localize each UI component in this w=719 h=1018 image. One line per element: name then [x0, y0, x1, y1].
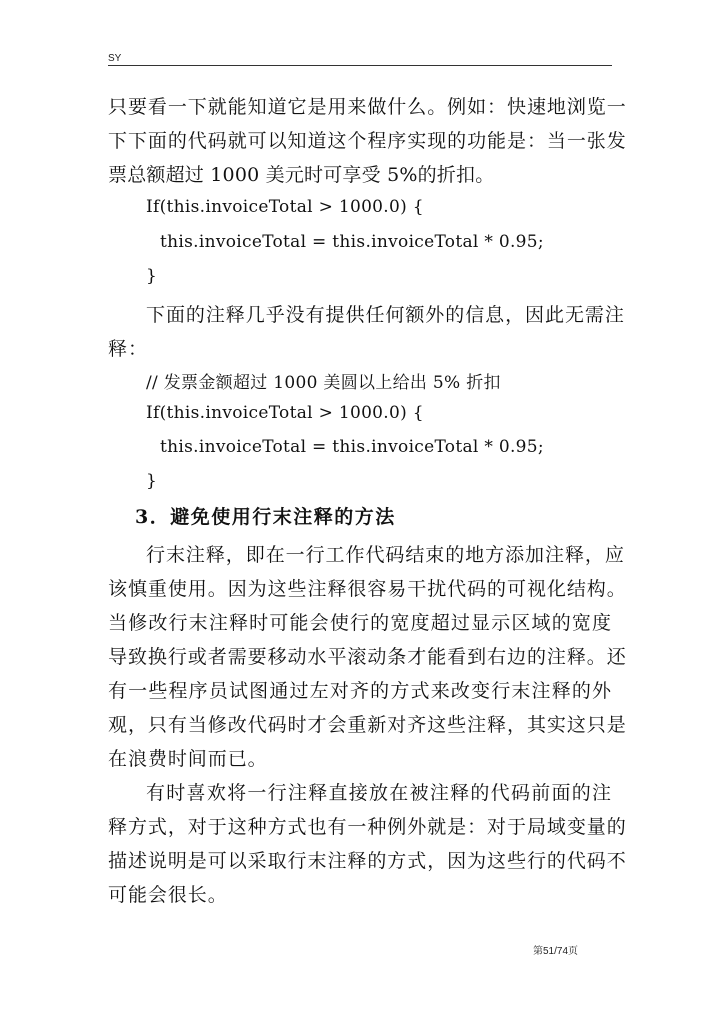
body-line: 有时喜欢将一行注释直接放在被注释的代码前面的注	[146, 782, 612, 804]
body-line: 导致换行或者需要移动水平滚动条才能看到右边的注释。还	[108, 646, 627, 668]
code-line: this.invoiceTotal = this.invoiceTotal * 0.95;	[160, 437, 544, 457]
body-line: 有一些程序员试图通过左对齐的方式来改变行末注释的外	[108, 680, 612, 702]
body-line: 描述说明是可以采取行末注释的方式，因为这些行的代码不	[108, 850, 627, 872]
body-line: 下面的注释几乎没有提供任何额外的信息，因此无需注	[146, 304, 625, 326]
body-line: 释方式，对于这种方式也有一种例外就是：对于局域变量的	[108, 816, 627, 838]
body-line: 当修改行末注释时可能会使行的宽度超过显示区域的宽度	[108, 612, 612, 634]
body-line: 只要看一下就能知道它是用来做什么。例如：快速地浏览一	[108, 96, 627, 118]
code-line: If(this.invoiceTotal > 1000.0) {	[146, 197, 424, 217]
header-rule	[108, 65, 612, 66]
header-label: SY	[108, 53, 122, 64]
code-line: }	[146, 471, 158, 491]
code-line: this.invoiceTotal = this.invoiceTotal * 0.95;	[160, 232, 544, 252]
code-comment-line: // 发票金额超过 1000 美圆以上给出 5% 折扣	[146, 373, 501, 393]
body-line: 该慎重使用。因为这些注释很容易干扰代码的可视化结构。	[108, 578, 627, 600]
body-line: 票总额超过 1000 美元时可享受 5%的折扣。	[108, 164, 495, 186]
body-line: 可能会很长。	[108, 884, 228, 906]
code-line: }	[146, 266, 158, 286]
code-line: If(this.invoiceTotal > 1000.0) {	[146, 403, 424, 423]
body-line: 释：	[108, 338, 148, 360]
section-heading: 3．避免使用行末注释的方法	[135, 506, 396, 528]
body-line: 下下面的代码就可以知道这个程序实现的功能是：当一张发	[108, 130, 627, 152]
body-line: 在浪费时间而已。	[108, 748, 268, 770]
page-number: 第51/74页	[533, 946, 579, 957]
body-line: 行末注释，即在一行工作代码结束的地方添加注释，应	[146, 544, 625, 566]
body-line: 观，只有当修改代码时才会重新对齐这些注释，其实这只是	[108, 714, 627, 736]
